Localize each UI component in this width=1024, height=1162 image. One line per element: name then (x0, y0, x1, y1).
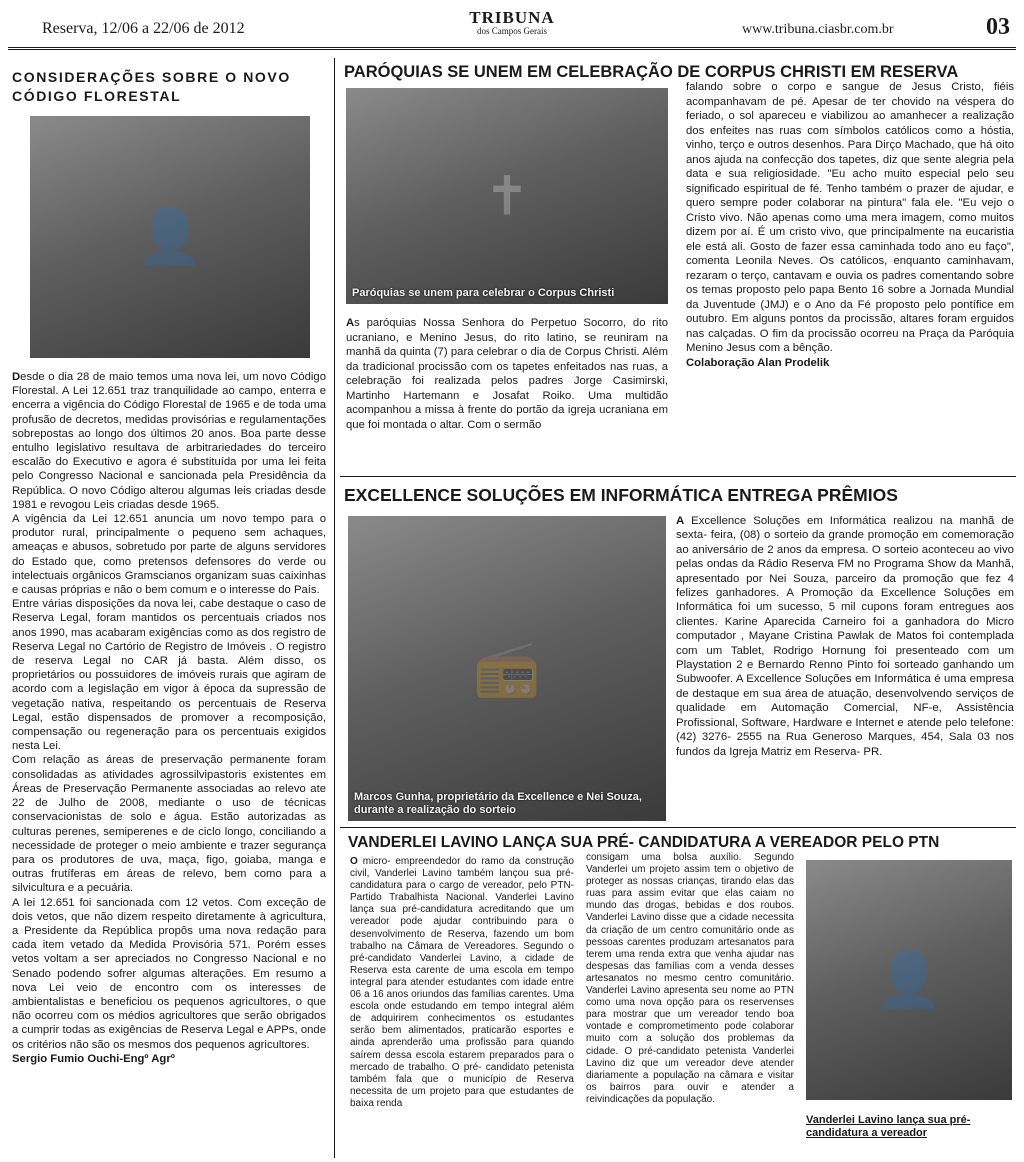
vanderlei-body-col1 (350, 856, 574, 1110)
radio-studio-photo-icon: 📻 (473, 638, 541, 698)
vanderlei-paragraph: O micro- empreendedor do ramo da construção civil, Vanderlei Lavino também lançou sua pré- candidatura para o cargo de vereador, pelo PTN- Partido Trabalhista Nacional. Vanderlei Lavino lança sua pré-candidatura acreditando que um vereador pode ajudar contribuindo para o desenvolvimento de Reserva, fazendo um bom trabalho na Câmara de Vereadores. Segundo o pré-candidato Vanderlei Lavino, a cidade de Reserva esta carente de uma escola em tempo integral para atender estudantes com idade entre 06 a 16 anos oriundos das famílias carentes. Uma escola onde estudando em tempo integral além de adquirirem conhecimentos os estudantes serão bem alimentados, praticarão esportes e ainda aprenderão uma profissão para quando saírem dessa escola estarem preparados para o mercado de trabalho. O pré- candidato petenista também fala que o município de Reserva necessita de um projeto para que estudantes de baixa renda (350, 856, 574, 1109)
codigo-paragraph: Entre várias disposições da nova lei, cabe destaque o caso de Reserva Legal, foram mantidos os percentuais criados nos anos 1990, mas acabaram exigências como as dos registro de Reserva Legal no Cartório de Registro de Imóveis . O registro de reserva Legal no CAR já basta. Além disso, os proprietários ou possuidores de imóveis rurais que agiram de acordo com a legislação em vigor à época da supressão de vegetação nativa, respeitando os percentuais de Reserva Legal, estão dispensados de promover a recomposição, compensação ou regeneração para os percentuais exigidos nesta Lei. (12, 598, 326, 753)
logo-subtitle: dos Campos Gerais (477, 26, 547, 36)
excellence-photo-caption: Marcos Gunha, proprietário da Excellence e Nei Souza, durante a realização do sorteio (354, 791, 642, 816)
excellence-headline: EXCELLENCE SOLUÇÕES EM INFORMÁTICA ENTREGA PRÊMIOS (344, 485, 898, 505)
author-portrait-photo (30, 116, 310, 358)
candidate-portrait-photo (806, 860, 1012, 1100)
logo-title: TRIBUNA (469, 8, 555, 27)
section-divider (340, 476, 1016, 477)
website-url[interactable]: www.tribuna.ciasbr.com.br (742, 22, 894, 37)
page-number: 03 (986, 14, 1010, 40)
codigo-paragraph: A vigência da Lei 12.651 anuncia um novo tempo para o produtor rural, principalmente o pequeno sem achaques, ameaças e abusos, sobretudo por parte de alguns servidores do Estado que, como pretensos defensores do verde ou intelectuais orgânicos Gramscianos organizam suas caixinhas e causas próprias e não o bem comum e o interesse do País. (12, 513, 326, 597)
vanderlei-body-col2 (586, 852, 794, 1106)
procession-photo (346, 88, 668, 304)
codigo-body (12, 370, 326, 1066)
vanderlei-headline: VANDERLEI LAVINO LANÇA SUA PRÉ- CANDIDATURA A VEREADOR PELO PTN (348, 834, 940, 851)
codigo-signature: Sergio Fumio Ouchi-Engº Agrº (12, 1052, 175, 1065)
corpus-paragraph: As paróquias Nossa Senhora do Perpetuo Socorro, do rito ucraniano, e Menino Jesus, do rito latino, se reuniram na manhã da quinta (7) para celebrar o dia de Corpus Christi. Além da tradicional procissão com os tapetes enfeitados nas ruas, a celebração foi realizada pelos padres Jorge Casimirski, Martinho Hartemann e Josafat Roiko. Uma multidão acompanhou a missa à frente do portão da igreja ucraniana em que foi montada o altar. Com o sermão (346, 317, 668, 431)
corpus-credit: Colaboração Alan Prodelik (686, 356, 830, 369)
corpus-paragraph: falando sobre o corpo e sangue de Jesus Cristo, fiéis acompanhavam de pé. Apesar de ter chovido na véspera do feriado, o sol apareceu e viabilizou ao amanhecer a realização dos enfeites nas ruas com símbolos católicos como a hóstia, vinho, terço e outros desenhos. Para Dirço Machado, que há oito anos ajuda na confecção dos tapetes, diz que sente alegria pela data e sua religiosidade. "Eu acho muito especial pelo seu significado espiritual de fé. Tenho também o prazer de ajudar, e quero sempre poder colaborar na pintura" fala ele. "Eu vejo o Cristo vivo. Não apenas como uma mera imagem, como muitos dizem por aí. É um cristo vivo, que principalmente na eucaristia ele está ali. Gosto de fazer essa caminhada todo ano eu faço", comenta Leonila Neves. Os católicos, enquanto caminhavam, rezaram o terço, cantavam e ouvia os padres comentando sobre os temas proposto pelo papa Bento 16 sobre a Jornada Mundial da Juventude (JMJ) e o Ano da Fé proposto pelo pontífice em outubro. Em alguns pontos da procissão, altares foram erguidos nas calçadas. O fim da procissão ocorreu na Praça da Paróquia Menino Jesus com a bênção. (686, 81, 1014, 354)
excellence-body (676, 514, 1014, 759)
issue-date: Reserva, 12/06 a 22/06 de 2012 (42, 20, 245, 37)
person-portrait-icon: 👤 (136, 206, 204, 267)
excellence-paragraph: A Excellence Soluções em Informática realizou na manhã de sexta- feira, (08) o sorteio da grande promoção em comemoração ao aniversário de 2 anos da empresa. O sorteio aconteceu ao vivo pelas ondas da Rádio Reserva FM no Programa Show da Manhã, apresentado por Nei Souza, parceiro da promoção que fez 4 felizes ganhadores. A Promoção da Excellence Soluções em Informática foi um sucesso, 5 mil cupons foram entregues aos clientes. Karine Aparecida Carneiro foi a ganhadora do Micro computador , Mayane Cristina Pawlak de Matos foi contemplada com um Tablet, Rodrigo Hornung foi presenteado com um Playstation 2 e Bernardo Renno Pinto foi sorteado ganhando um Subwoofer. A Excellence Soluções em Informática é uma empresa de destaque em sua área de atuação, desenvolvendo serviços de qualidade em Automação Comercial, NF-e, Assistência Profissional, Software, Hardware e Internet e atende pelo telefone: (42) 3276- 2555 na Rua Generoso Marques, 454, Sala 03 nos fundos da Igreja Matriz em Reserva- PR. (676, 515, 1014, 758)
vanderlei-paragraph: consigam uma bolsa auxílio. Segundo Vanderlei um projeto assim tem o objetivo de proteger as nossas crianças, tirando elas das ruas para assim evitar que elas caiam no mundo das drogas, bebidas e dos roubos. Vanderlei Lavino disse que a cidade necessita da criação de um centro comunitário onde as pessoas carentes produzam artesanatos para terem uma renda extra que venha ajudar nas despesas das famílias com a venda desses artesanatos no mesmo centro comunitário. Vanderlei Lavino apresenta seu nome ao PTN como uma nova opção para os reservenses para mostrar que um vereador tendo boa vontade e comprometimento pode colaborar muito com a solução dos problemas da cidade. O pré-candidato petenista Vanderlei Lavino diz que um vereador deve atender diariamente a população na câmara e visitar os bairros para ouvir e atender a reivindicações da população. (586, 852, 794, 1105)
corpus-headline: PARÓQUIAS SE UNEM EM CELEBRAÇÃO DE CORPUS CHRISTI EM RESERVA (344, 63, 959, 81)
procession-photo-icon: ✝ (484, 166, 530, 227)
corpus-photo-caption: Paróquias se unem para celebrar o Corpus Christi (352, 287, 615, 299)
section-divider (340, 827, 1016, 828)
codigo-paragraph: Com relação as áreas de preservação permanente foram consolidadas as atividades agrossilvipastoris existentes em Áreas de Preservação Permanente associadas ao relevo ate 22 de Julho de 2008, mediante o uso de técnicas conservacionistas de solo e água. Estão autorizadas as culturas perenes, semiperenes e de ciclo longo, conciliando a necessidade de proteger o meio ambiente e trazer segurança para os produtores de uva, maça, figo, goiaba, manga e outras frutíferas em áreas de relevo, bem como para a silvicultura e a pecuária. (12, 754, 326, 895)
vanderlei-photo-caption: Vanderlei Lavino lança sua pré-candidatura a vereador (806, 1114, 971, 1139)
codigo-paragraph: Desde o dia 28 de maio temos uma nova lei, um novo Código Florestal. A Lei 12.651 traz tranquilidade ao campo, enterra e encerra a vigência do Código Florestal de 1965 e de toda uma profusão de decretos, medidas provisórias e regulamentações sobrepostas ao longo dos últimos 20 anos. Boa parte desse entulho legislativo resultava de arbitrariedades do terceiro escalão do Executivo e agora é substituída por uma lei feita pelo Congresso Nacional e sancionada pela Presidência da República. O novo Código alterou algumas leis criadas desde 1981 e revogou Leis criadas desde 1965. (12, 371, 326, 511)
corpus-body-col2 (686, 80, 1014, 370)
person-portrait-icon: 👤 (875, 949, 943, 1010)
radio-studio-photo (348, 516, 666, 821)
codigo-paragraph: A lei 12.651 foi sancionada com 12 vetos. Com exceção de dois vetos, que não dizem respeito diretamente à agricultura, a Presidente da República propôs uma nova redação para cada item vetado da Medida Provisória 571. Porém esses vetos voltam a ser apreciados no Congresso Nacional e no Senado podendo sofrer algumas alterações. Em resumo a nova Lei veio de encontro com os interesses de ambientalistas e beneficiou os pequenos agricultores, o que não ocorreu com os médios agricultores que serão obrigados a cumprir todas as exigências de Reserva Legal e APPs, onde os critérios não são os mesmos dos pequenos agricultores. (12, 896, 326, 1051)
column-divider (334, 58, 335, 1158)
corpus-body-col1 (346, 316, 668, 432)
page-header (8, 6, 1016, 50)
codigo-headline: CONSIDERAÇÕES SOBRE O NOVO CÓDIGO FLORESTAL (12, 69, 291, 104)
